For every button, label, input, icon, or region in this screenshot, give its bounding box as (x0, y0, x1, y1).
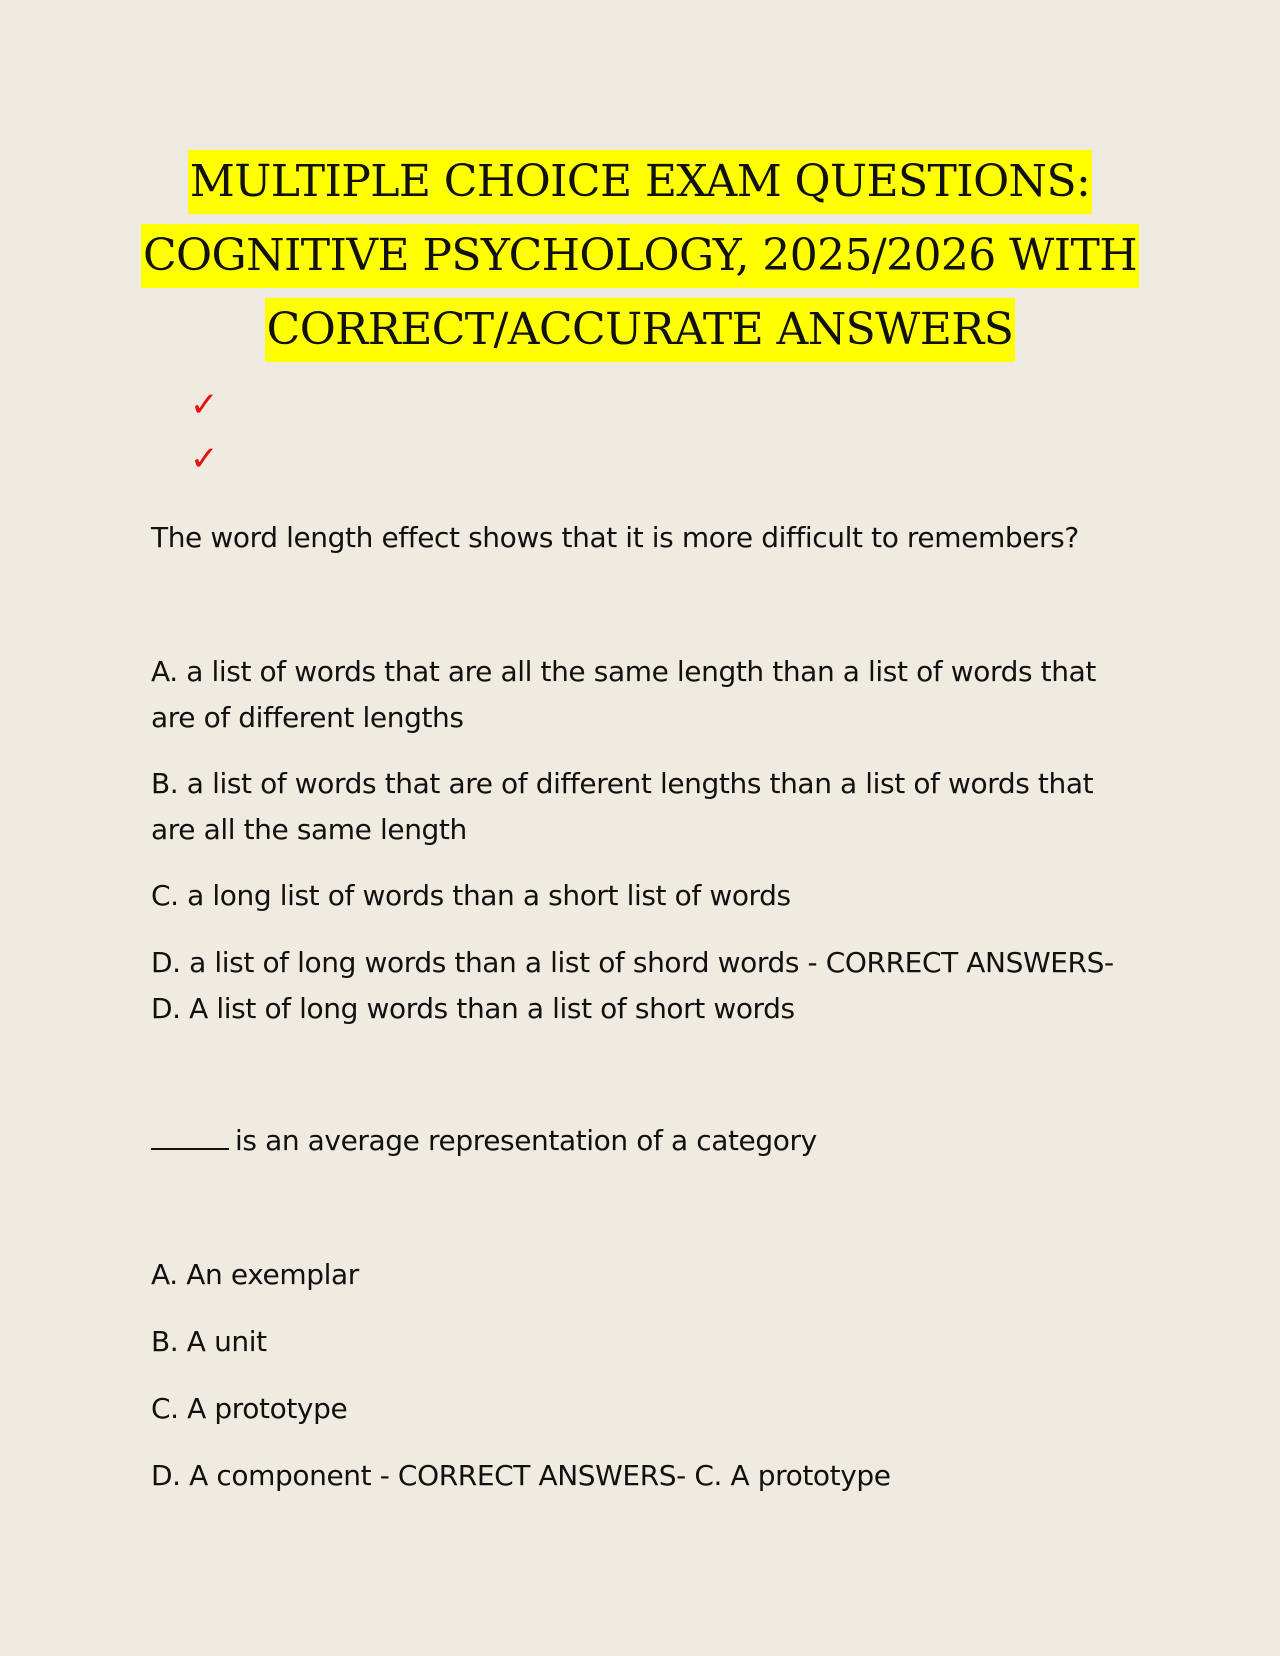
checkmark-list (190, 378, 219, 486)
answer-blank (151, 1122, 229, 1150)
question-1-prompt: The word length effect shows that it is more difficult to remembers? (151, 521, 1079, 554)
question-2-prompt (151, 1118, 1131, 1164)
question-1-option-a: A. a list of words that are all the same length than a list of words that are of different lengths (151, 655, 1096, 734)
question-2-option-b: B. A unit (151, 1325, 267, 1358)
question-1-option-d: D. a list of long words than a list of shord words - CORRECT ANSWERS- D. A list of long words than a list of short words (151, 946, 1114, 1025)
document-title (140, 145, 1140, 367)
question-2-option-a: A. An exemplar (151, 1258, 359, 1291)
question-1-option-c: C. a long list of words than a short list of words (151, 879, 791, 912)
checkmark-icon: ✓ (190, 439, 219, 479)
question-2-option-d: D. A component - CORRECT ANSWERS- C. A prototype (151, 1459, 891, 1492)
question-2-option-c: C. A prototype (151, 1392, 348, 1425)
question-1-option-b: B. a list of words that are of different lengths than a list of words that are all the same length (151, 767, 1094, 846)
title-line-1: MULTIPLE CHOICE EXAM QUESTIONS: (188, 150, 1092, 214)
question-2-prompt-text: is an average representation of a category (235, 1124, 817, 1157)
title-line-2: COGNITIVE PSYCHOLOGY, 2025/2026 WITH (141, 224, 1139, 288)
checkmark-icon: ✓ (190, 385, 219, 425)
title-line-3: CORRECT/ACCURATE ANSWERS (265, 298, 1016, 362)
